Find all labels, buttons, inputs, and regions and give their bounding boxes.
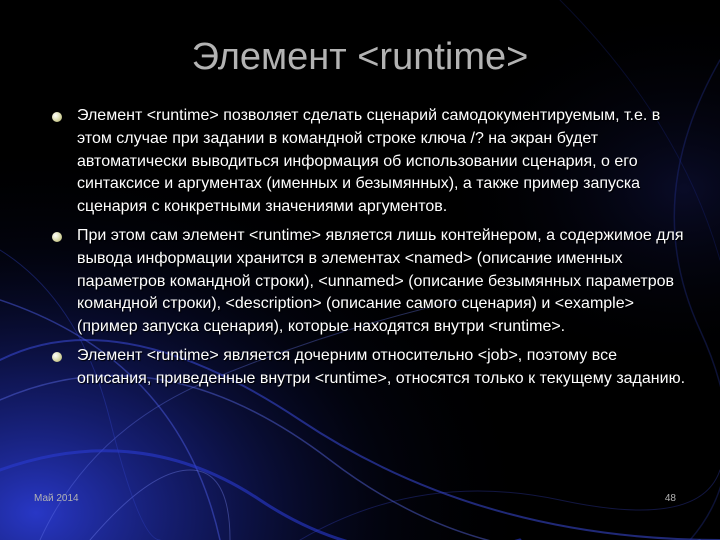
page-number: 48 <box>664 493 676 504</box>
footer-date: Май 2014 <box>34 493 79 504</box>
bullet-item <box>50 105 690 219</box>
bullet-text: Элемент <runtime> является дочерним относительно <job>, поэтому все описания, приведенные внутри <runtime>, относятся только к текущему заданию. <box>77 346 686 387</box>
bullet-list <box>50 105 690 397</box>
sphere-bullet-icon <box>52 232 62 242</box>
slide-title: Элемент <runtime> <box>191 36 529 78</box>
sphere-bullet-icon <box>52 352 62 362</box>
sphere-bullet-icon <box>52 112 62 122</box>
bullet-item <box>50 345 690 391</box>
bullet-text: При этом сам элемент <runtime> является лишь контейнером, а содержимое для вывода информации хранится в элементах <named> (описание именных параметров командной строки), <unnamed> (описание безымянных параметров командной строки), <description> (описание самого сценария) и <example> (пример запуска сценария), которые находятся внутри <runtime>. <box>77 226 684 336</box>
bullet-item <box>50 225 690 339</box>
bullet-text: Элемент <runtime> позволяет сделать сценарий самодокументируемым, т.е. в этом случае при задании в командной строке ключа /? на экран будет автоматически выводиться информация об использовании сценария, о его синтаксисе и аргументах (именных и безымянных), а также пример запуска сценария с конкретными значениями аргументов. <box>77 107 661 216</box>
